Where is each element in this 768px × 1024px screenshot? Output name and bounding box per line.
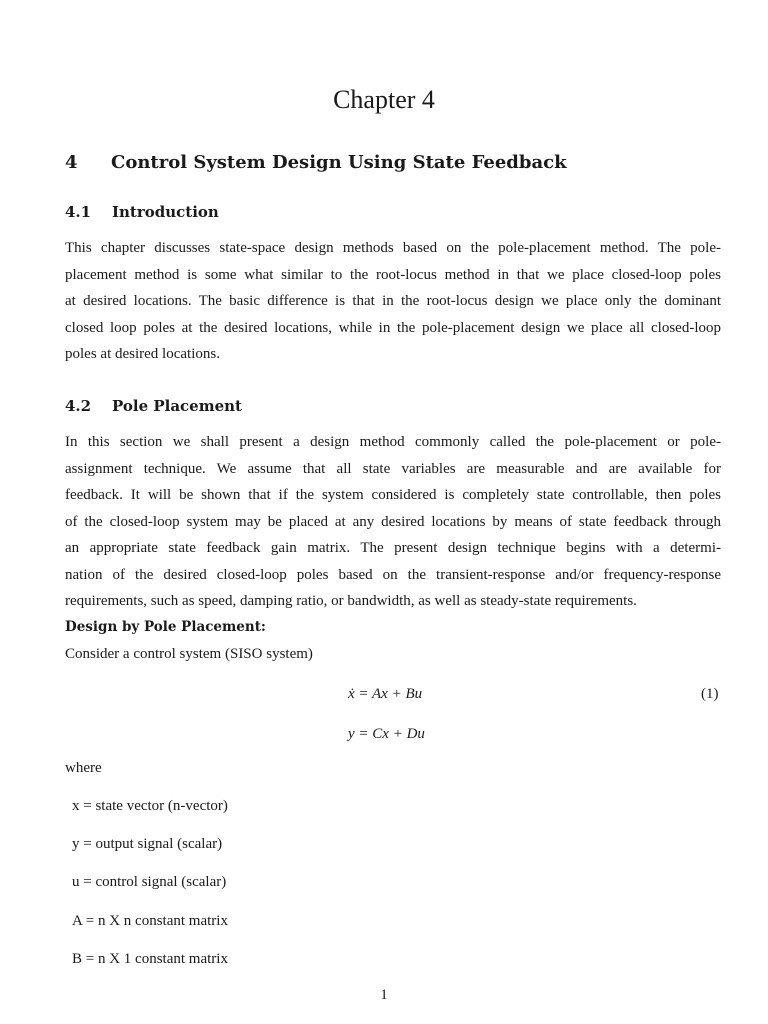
equation-output: y = Cx + Du: [348, 726, 425, 742]
subsection-pole-title: Pole Placement: [112, 397, 242, 415]
equation-state: ẋ = Ax + Bu: [348, 686, 423, 702]
intro-paragraph: [65, 235, 721, 368]
paragraph-line: an appropriate state feedback gain matrix. The present design technique begins with a determi-: [65, 540, 721, 556]
paragraph-line: closed loop poles at the desired locations, while in the pole-placement design we place all closed-loop: [65, 319, 721, 336]
where-text: where: [65, 760, 102, 776]
section-number: 4: [65, 152, 78, 173]
section-title: Control System Design Using State Feedback: [111, 152, 567, 173]
paragraph-line: feedback. It will be shown that if the system considered is completely state controllable, then poles: [65, 487, 721, 503]
subsection-intro-title: Introduction: [112, 203, 219, 221]
paragraph-line: nation of the desired closed-loop poles based on the transient-response and/or frequency-response: [65, 566, 721, 583]
subsection-pole-number: 4.2: [65, 397, 92, 415]
paragraph-line: This chapter discusses state-space design methods based on the pole-placement method. The pole-: [65, 240, 721, 256]
paragraph-line: at desired locations. The basic difference is that in the root-locus design we place only the dominant: [65, 293, 721, 309]
paragraph-line: of the closed-loop system may be placed at any desired locations by means of state feedback through: [65, 513, 721, 530]
paragraph-line: requirements, such as speed, damping ratio, or bandwidth, as well as steady-state requirements.: [65, 593, 637, 609]
paragraph-line: assignment technique. We assume that all state variables are measurable and are available for: [65, 460, 721, 477]
definition-item: B = n X 1 constant matrix: [72, 951, 228, 967]
chapter-title: Chapter 4: [333, 85, 435, 114]
subsection-intro-number: 4.1: [65, 203, 92, 221]
definition-item: u = control signal (scalar): [72, 874, 227, 890]
paragraph-line: In this section we shall present a design method commonly called the pole-placement or pole-: [65, 434, 721, 450]
pole-paragraph: [65, 429, 721, 615]
definition-item: y = output signal (scalar): [72, 836, 223, 852]
paragraph-line: poles at desired locations.: [65, 346, 220, 362]
design-label: Design by Pole Placement:: [65, 619, 266, 635]
page-number: 1: [380, 987, 388, 1003]
paragraph-line: placement method is some what similar to the root-locus method in that we place closed-loop poles: [65, 266, 721, 283]
definition-item: A = n X n constant matrix: [72, 913, 228, 929]
equation-number: (1): [701, 686, 719, 702]
consider-text: Consider a control system (SISO system): [65, 646, 313, 662]
definition-item: x = state vector (n-vector): [72, 798, 228, 814]
